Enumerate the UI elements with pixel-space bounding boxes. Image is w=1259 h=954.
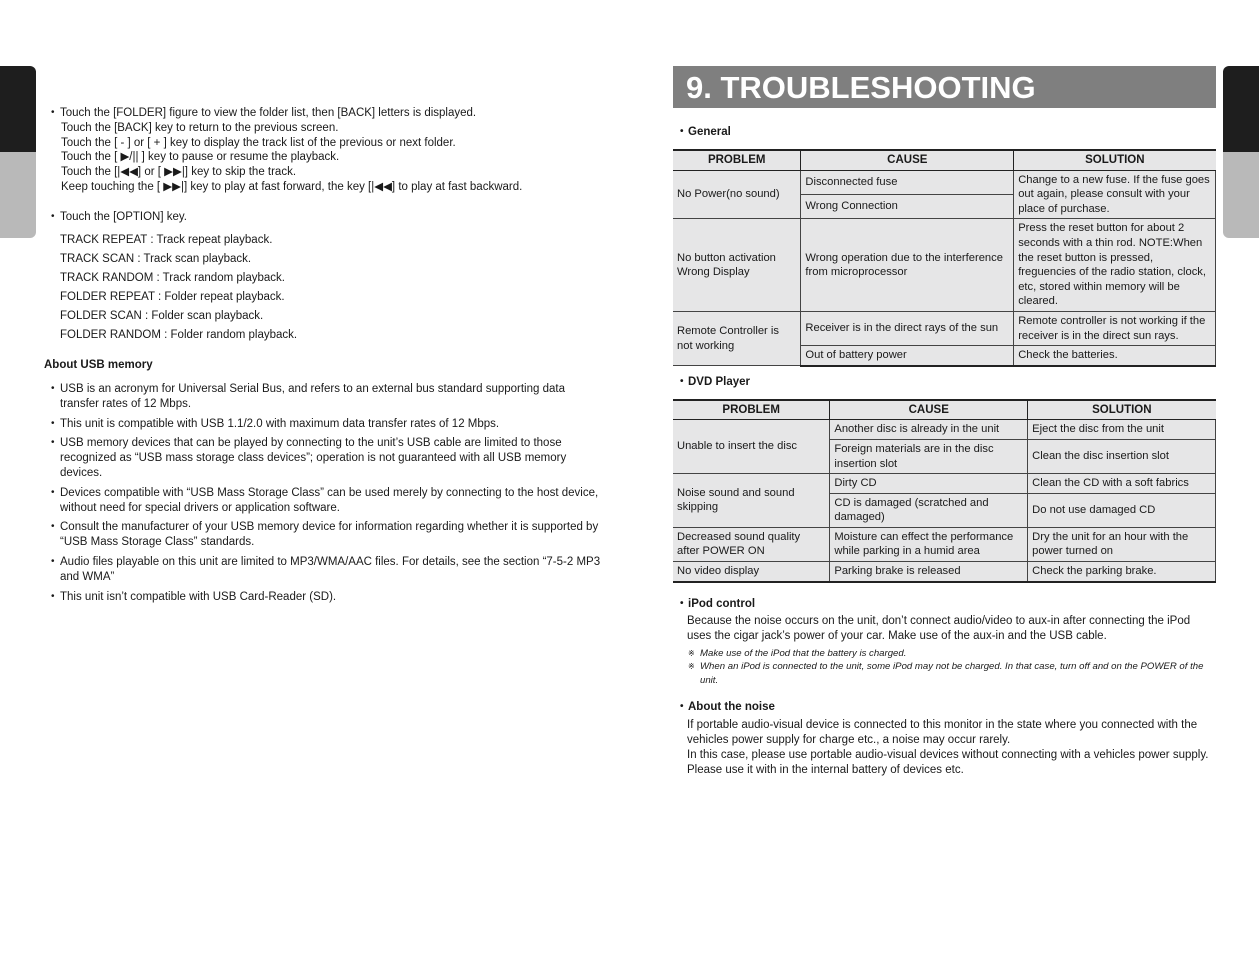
solution-cell: Press the reset button for about 2 seconds with a thin rod. NOTE:When the reset button is pressed, freguencies of the radio station, clock, etc, stored within memory will be cleared.	[1014, 219, 1216, 312]
mode-item: FOLDER REPEAT : Folder repeat playback.	[60, 290, 285, 303]
dvd-label: • DVD Player	[673, 376, 1216, 388]
table-row	[673, 170, 1216, 194]
usb-bullet: • Devices compatible with “USB Mass Storage Class” can be used merely by connecting to the host device, without need for special drivers or application software.	[44, 486, 604, 516]
table-header-row	[673, 400, 1216, 420]
option-bullet: • Touch the [OPTION] key.	[44, 210, 604, 225]
left-tab-dark	[0, 66, 36, 152]
general-table	[673, 149, 1216, 367]
table-row	[673, 474, 1216, 494]
solution-cell: Dry the unit for an hour with the power turned on	[1028, 527, 1216, 561]
header-problem: PROBLEM	[673, 150, 801, 170]
cause-cell: Another disc is already in the unit	[830, 420, 1028, 440]
dvd-table	[673, 399, 1216, 583]
page-title: 9. TROUBLESHOOTING	[673, 66, 1216, 108]
usb-bullet: • This unit isn’t compatible with USB Card-Reader (SD).	[44, 590, 604, 605]
solution-cell: Clean the CD with a soft fabrics	[1028, 474, 1216, 494]
ipod-heading: • iPod control	[673, 598, 1216, 610]
left-page	[44, 106, 604, 609]
cause-cell: Wrong operation due to the interference from microprocessor	[801, 219, 1014, 312]
header-cause: CAUSE	[830, 400, 1028, 420]
problem-cell: Remote Controller is not working	[673, 311, 801, 365]
mode-item: FOLDER RANDOM : Folder random playback.	[60, 328, 298, 341]
usb-bullet: • This unit is compatible with USB 1.1/2.0 with maximum data transfer rates of 12 Mbps.	[44, 417, 604, 432]
mode-item: FOLDER SCAN : Folder scan playback.	[60, 309, 264, 322]
right-tab-gray	[1223, 152, 1259, 238]
solution-cell: Change to a new fuse. If the fuse goes out again, please consult with your place of purchase.	[1014, 170, 1216, 219]
cause-cell: Wrong Connection	[801, 194, 1014, 218]
solution-cell: Eject the disc from the unit	[1028, 420, 1216, 440]
right-tab-dark	[1223, 66, 1259, 152]
solution-cell: Clean the disc insertion slot	[1028, 439, 1216, 473]
problem-cell: Unable to insert the disc	[673, 420, 830, 474]
noise-text: In this case, please use portable audio-visual devices without connecting with a vehicles power supply. Please use it with in the internal battery of devices etc.	[687, 749, 1209, 777]
cause-cell: Moisture can effect the performance while parking in a humid area	[830, 527, 1028, 561]
cause-cell: Dirty CD	[830, 474, 1028, 494]
noise-heading: • About the noise	[673, 701, 1216, 713]
mode-item: TRACK REPEAT : Track repeat playback.	[60, 233, 273, 246]
header-cause: CAUSE	[801, 150, 1014, 170]
problem-cell: No button activation Wrong Display	[673, 219, 801, 312]
cause-cell: CD is damaged (scratched and damaged)	[830, 493, 1028, 527]
noise-text: If portable audio-visual device is connected to this monitor in the state where you connected with the vehicles power supply for charge etc., a noise may occur rarely.	[687, 719, 1198, 747]
header-solution: SOLUTION	[1014, 150, 1216, 170]
folder-line: Touch the [BACK] key to return to the previous screen.	[61, 121, 339, 134]
folder-line: Touch the [|◀◀] or [ ▶▶|] key to skip the track.	[61, 166, 297, 179]
solution-cell: Check the batteries.	[1014, 346, 1216, 366]
table-row	[673, 311, 1216, 345]
ipod-note: ※ When an iPod is connected to the unit, some iPod may not be charged. In that case, turn off and on the POWER of the unit.	[673, 660, 1216, 687]
header-solution: SOLUTION	[1028, 400, 1216, 420]
right-page	[673, 66, 1216, 778]
table-row	[673, 219, 1216, 312]
folder-bullet: • Touch the [FOLDER] figure to view the folder list, then [BACK] letters is displayed.	[44, 106, 604, 121]
usb-bullet: • USB is an acronym for Universal Serial Bus, and refers to an external bus standard supporting data transfer rates of 12 Mbps.	[44, 382, 604, 412]
header-problem: PROBLEM	[673, 400, 830, 420]
folder-line: Keep touching the [ ▶▶|] key to play at fast forward, the key [|◀◀] to play at fast backward.	[61, 180, 523, 193]
usb-bullet: • USB memory devices that can be played by connecting to the unit’s USB cable are limited to those recognized as “USB mass storage class devices”; operation is not guaranteed with all USB memory devices.	[44, 436, 604, 480]
mode-item: TRACK SCAN : Track scan playback.	[60, 252, 252, 265]
solution-cell: Do not use damaged CD	[1028, 493, 1216, 527]
cause-cell: Foreign materials are in the disc insertion slot	[830, 439, 1028, 473]
folder-line: Touch the [ ▶/|| ] key to pause or resume the playback.	[61, 151, 340, 164]
left-tab-gray	[0, 152, 36, 238]
cause-cell: Receiver is in the direct rays of the sun	[801, 311, 1014, 345]
table-header-row	[673, 150, 1216, 170]
usb-bullet: • Audio files playable on this unit are limited to MP3/WMA/AAC files. For details, see the section “7-5-2 MP3 and WMA”	[44, 555, 604, 585]
solution-cell: Check the parking brake.	[1028, 562, 1216, 582]
problem-cell: No video display	[673, 562, 830, 582]
table-row	[673, 527, 1216, 561]
cause-cell: Disconnected fuse	[801, 170, 1014, 194]
ipod-text: Because the noise occurs on the unit, don’t connect audio/video to aux-in after connecting the iPod uses the cigar jack’s power of your car. Make use of the aux-in and the USB cable.	[687, 614, 1191, 642]
solution-cell: Remote controller is not working if the receiver is in the direct sun rays.	[1014, 311, 1216, 345]
cause-cell: Out of battery power	[801, 346, 1014, 366]
problem-cell: Decreased sound quality after POWER ON	[673, 527, 830, 561]
mode-item: TRACK RANDOM : Track random playback.	[60, 271, 285, 284]
problem-cell: Noise sound and sound skipping	[673, 474, 830, 528]
table-row	[673, 420, 1216, 440]
table-row	[673, 562, 1216, 582]
ipod-note: ※ Make use of the iPod that the battery is charged.	[673, 647, 1216, 661]
usb-bullet: • Consult the manufacturer of your USB memory device for information regarding whether it is supported by “USB Mass Storage Class” standards.	[44, 520, 604, 550]
problem-cell: No Power(no sound)	[673, 170, 801, 219]
usb-heading: About USB memory	[44, 359, 153, 372]
general-label: • General	[673, 126, 1216, 138]
cause-cell: Parking brake is released	[830, 562, 1028, 582]
folder-line: Touch the [ - ] or [ + ] key to display the track list of the previous or next folder.	[61, 136, 456, 149]
